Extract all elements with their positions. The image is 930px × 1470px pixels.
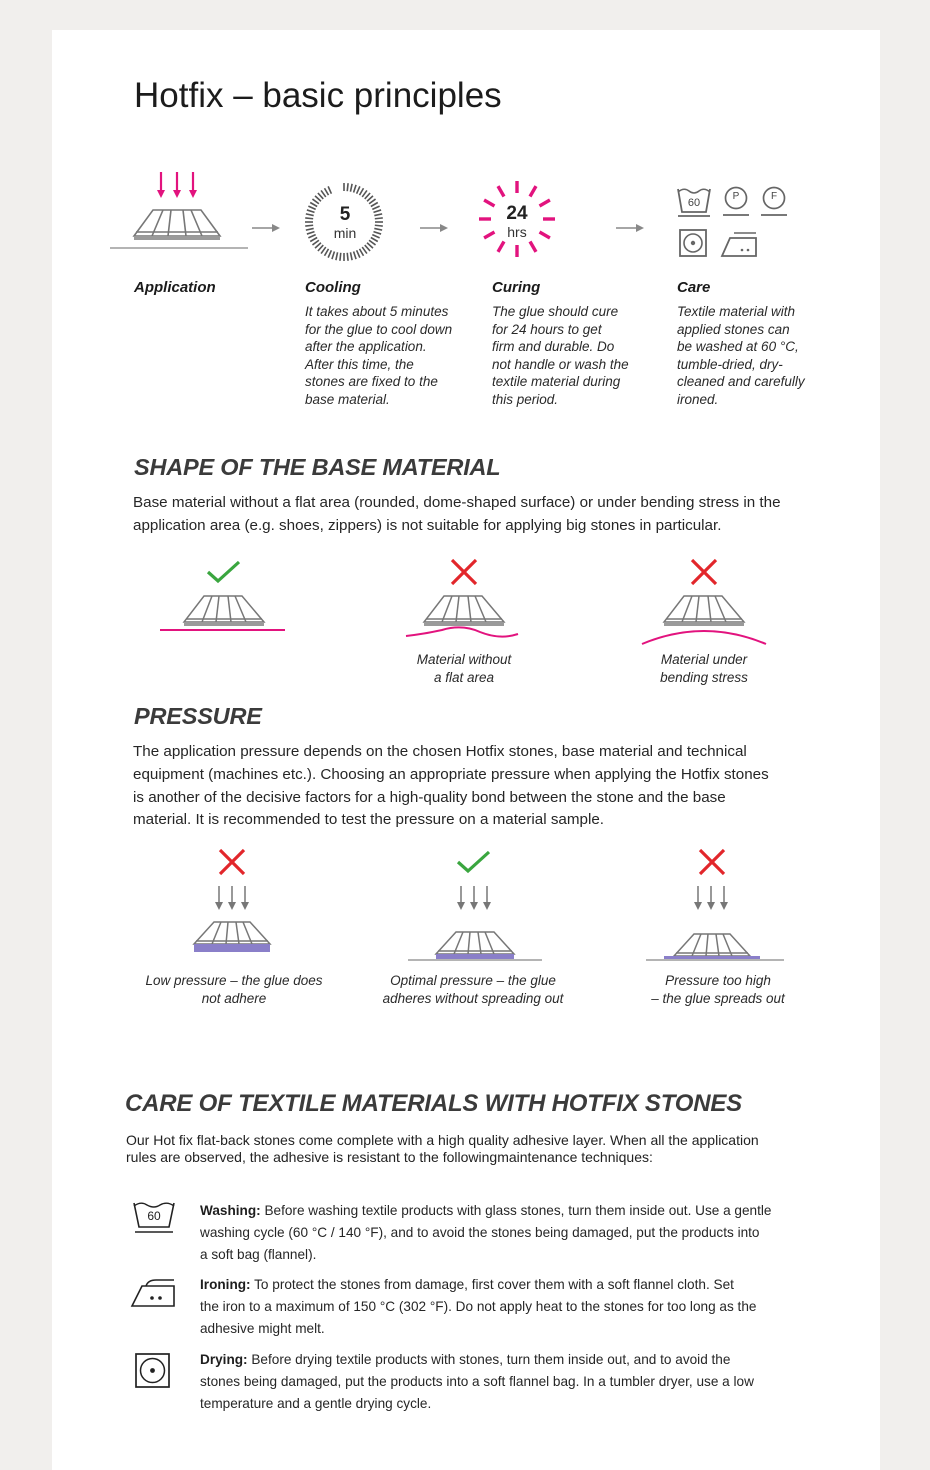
step-desc-cooling: It takes about 5 minutes for the glue to cool down after the application. After this time, the stones are fixed to the base material. [305, 304, 453, 407]
arrow-right-icon [252, 222, 282, 234]
low-pressure-illustration [186, 884, 286, 960]
cooling-timer-value: 5 [339, 204, 351, 225]
shape-section-text: Base material without a flat area (rounded, dome-shaped surface) or under bending stress in the application area (e.g. shoes, zippers) is not suitable for applying big stones in particular. [133, 494, 781, 534]
dry-clean-f-label: F [770, 191, 778, 202]
shape-caption-bending: Material under bending stress [660, 652, 748, 685]
tumble-dry-symbol-icon [678, 228, 710, 260]
check-icon [456, 850, 492, 874]
stone-on-rounded-material-illustration [404, 594, 524, 642]
care-item-drying: Drying: Before drying textile products with stones, turn them inside out, and to avoid the stones being damaged, put the products into a soft flannel bag. In a tumbler dryer, use a low temperature and a gentle drying cycle. [200, 1352, 754, 1411]
cross-icon [450, 558, 478, 586]
shape-caption-rounded: Material without a flat area [416, 652, 512, 685]
pressure-caption-low: Low pressure – the glue does not adhere [145, 973, 323, 1006]
care-section-intro: Our Hot fix flat-back stones come complete with a high quality adhesive layer. When all the application rules are observed, the adhesive is resistant to the followingmaintenance techniques: [126, 1132, 759, 1165]
step-desc-curing: The glue should cure for 24 hours to get firm and durable. Do not handle or wash the textile material during this period. [492, 304, 629, 407]
step-desc-care: Textile material with applied stones can be washed at 60 °C, tumble-dried, dry- cleaned and carefully ironed. [677, 304, 805, 407]
cross-icon [690, 558, 718, 586]
step-title-application: Application [134, 279, 216, 296]
dry-clean-p-label: P [732, 191, 740, 202]
drying-icon [134, 1352, 172, 1390]
cooling-timer-unit: min [333, 225, 357, 241]
step-title-curing: Curing [492, 279, 541, 296]
pressure-caption-optimal: Optimal pressure – the glue adheres without spreading out [382, 973, 564, 1006]
pressure-caption-high: Pressure too high – the glue spreads out [651, 973, 785, 1006]
page-title: Hotfix – basic principles [134, 76, 502, 115]
check-icon [206, 560, 242, 584]
care-section-heading: CARE OF TEXTILE MATERIALS WITH HOTFIX STONES [125, 1090, 742, 1117]
shape-section-heading: SHAPE OF THE BASE MATERIAL [134, 454, 501, 480]
curing-timer-unit: hrs [507, 224, 527, 240]
stone-on-bent-material-illustration [640, 594, 770, 648]
pressure-section-text: The application pressure depends on the chosen Hotfix stones, base material and technical equipment (machines etc.). Choosing an appropriate pressure when applying the Hotfix stones is another of the decisive factors for a high-quality bond between the stone and the base material. It is recommended to test the pressure on a material sample. [133, 743, 769, 829]
wash-60-label: 60 [687, 197, 701, 209]
high-pressure-illustration [646, 884, 786, 964]
cross-icon [218, 848, 246, 876]
ironing-icon [130, 1276, 178, 1310]
iron-symbol-icon [720, 228, 762, 260]
arrow-right-icon [616, 222, 646, 234]
step-title-care: Care [677, 279, 711, 296]
optimal-pressure-illustration [408, 884, 548, 964]
care-item-washing: Washing: Before washing textile products with glass stones, turn them inside out. Use a gentle washing cycle (60 °C / 140 °F), and to avoid the stones being damaged, put the products into a soft bag (flannel). [200, 1203, 772, 1262]
step-title-cooling: Cooling [305, 279, 361, 296]
arrow-right-icon [420, 222, 450, 234]
stone-on-flat-material-illustration [160, 594, 290, 634]
cross-icon [698, 848, 726, 876]
pressure-section-heading: PRESSURE [134, 703, 262, 729]
curing-timer-value: 24 [506, 203, 528, 224]
care-item-ironing: Ironing: To protect the stones from damage, first cover them with a soft flannel cloth. Set the iron to a maximum of 150 °C (302 °F). Do not apply heat to the stones for too long as the adhesive might melt. [200, 1277, 757, 1336]
application-icon [108, 170, 258, 255]
washing-icon-label: 60 [147, 1209, 161, 1223]
